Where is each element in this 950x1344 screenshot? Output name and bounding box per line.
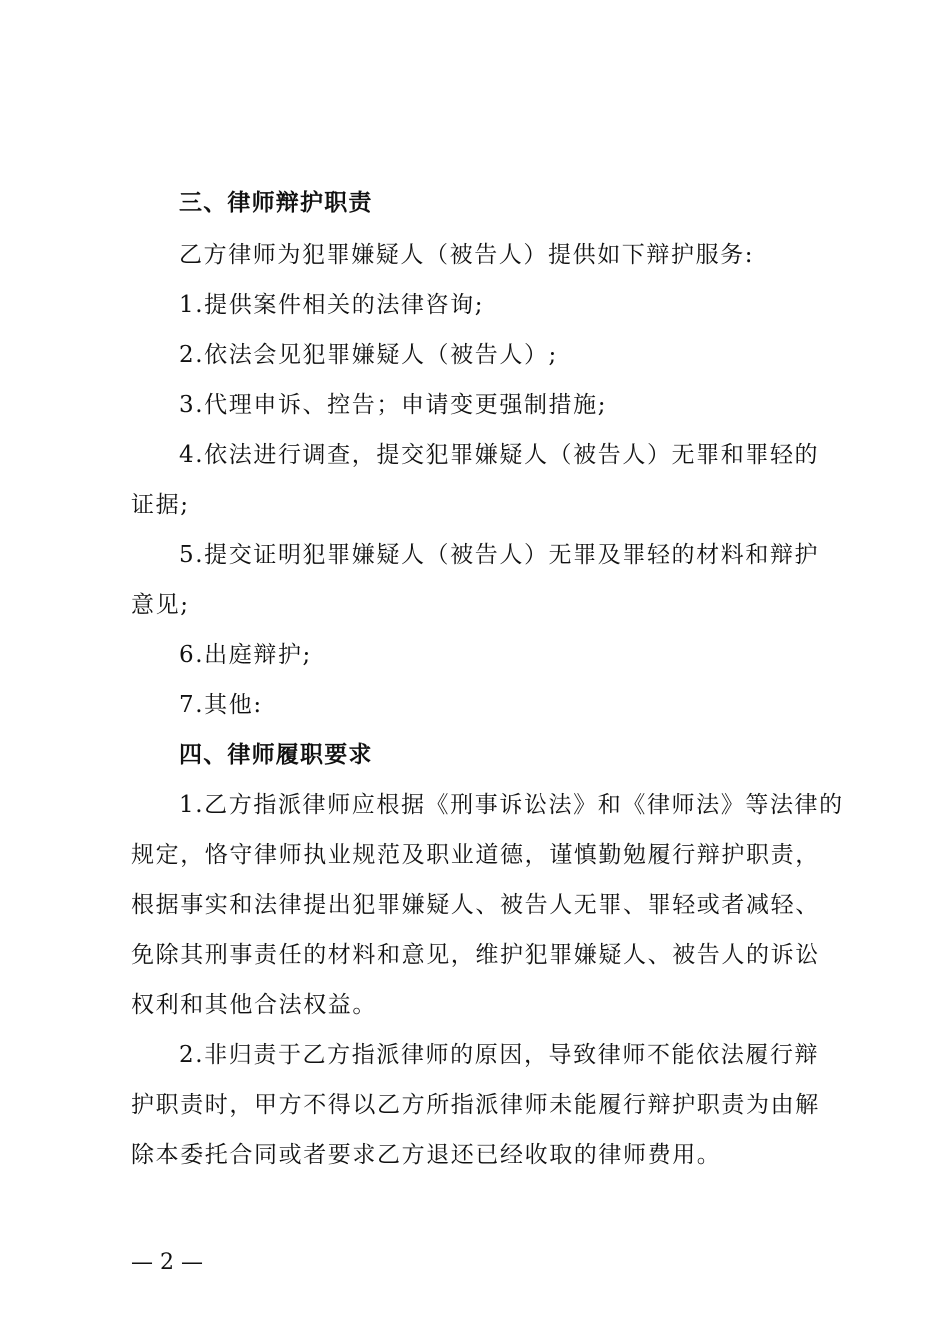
list-item: 6.出庭辩护; <box>179 642 312 668</box>
section-4-heading: 四、律师履职要求 <box>179 742 373 768</box>
paragraph-line: 规定，恪守律师执业规范及职业道德，谨慎勤勉履行辩护职责， <box>131 842 820 868</box>
paragraph-line: 2.非归责于乙方指派律师的原因，导致律师不能依法履行辩 <box>179 1042 820 1068</box>
list-item-continuation: 证据; <box>131 492 190 518</box>
list-item-continuation: 意见; <box>131 592 190 618</box>
paragraph-line: 权利和其他合法权益。 <box>131 992 377 1018</box>
section-3-intro: 乙方律师为犯罪嫌疑人（被告人）提供如下辩护服务: <box>179 242 755 268</box>
page-number: — 2 — <box>131 1250 203 1275</box>
paragraph-line: 根据事实和法律提出犯罪嫌疑人、被告人无罪、罪轻或者减轻、 <box>131 892 820 918</box>
list-item: 1.提供案件相关的法律咨询; <box>179 292 485 318</box>
list-item: 7.其他: <box>179 692 263 718</box>
paragraph-line: 免除其刑事责任的材料和意见，维护犯罪嫌疑人、被告人的诉讼 <box>131 942 820 968</box>
paragraph-line: 1.乙方指派律师应根据《刑事诉讼法》和《律师法》等法律的 <box>179 792 844 818</box>
paragraph-line: 护职责时，甲方不得以乙方所指派律师未能履行辩护职责为由解 <box>131 1092 820 1118</box>
list-item: 4.依法进行调查，提交犯罪嫌疑人（被告人）无罪和罪轻的 <box>179 442 820 468</box>
list-item: 3.代理申诉、控告；申请变更强制措施; <box>179 392 608 418</box>
list-item: 2.依法会见犯罪嫌疑人（被告人）; <box>179 342 558 368</box>
section-3-heading: 三、律师辩护职责 <box>179 190 373 216</box>
paragraph-line: 除本委托合同或者要求乙方退还已经收取的律师费用。 <box>131 1142 722 1168</box>
list-item: 5.提交证明犯罪嫌疑人（被告人）无罪及罪轻的材料和辩护 <box>179 542 820 568</box>
